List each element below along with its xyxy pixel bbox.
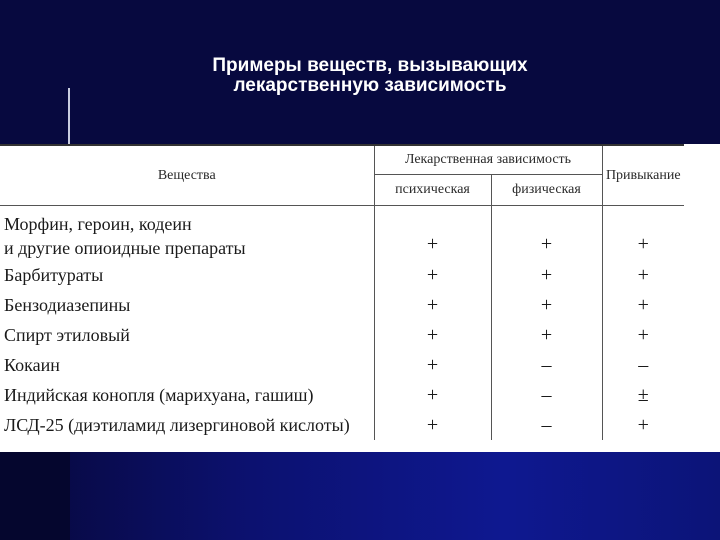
- psychic-mark: +: [374, 290, 491, 320]
- psychic-mark: +: [374, 320, 491, 350]
- table-row: [0, 380, 684, 410]
- header-psychic: психическая: [374, 175, 491, 206]
- substance-name-line-1: Морфин, героин, кодеин: [4, 214, 192, 234]
- habituation-mark: +: [637, 263, 649, 286]
- physical-mark: +: [491, 290, 602, 320]
- drug-dependence-table: [0, 146, 684, 440]
- substance-name: [0, 206, 374, 261]
- table-image: [0, 144, 720, 452]
- header-dependence: Лекарственная зависимость: [374, 146, 602, 175]
- slide-title: [150, 56, 590, 96]
- substance-name: Кокаин: [0, 350, 374, 380]
- table-row: [0, 320, 684, 350]
- header-habituation: Привыкание: [602, 146, 684, 206]
- slide-title-line-1: Примеры веществ, вызывающих: [212, 55, 528, 76]
- header-substances: Вещества: [0, 146, 374, 206]
- psychic-mark: +: [374, 350, 491, 380]
- table-row: [0, 290, 684, 320]
- habituation-mark: –: [638, 353, 649, 376]
- header-row: [0, 146, 684, 175]
- header-physical: физическая: [491, 175, 602, 206]
- physical-mark: +: [491, 206, 602, 261]
- table-row: [0, 350, 684, 380]
- substance-name: Индийская конопля (марихуана, гашиш): [0, 380, 374, 410]
- habituation-mark: +: [637, 413, 649, 436]
- substance-name-line-2: и другие опиоидные препараты: [4, 238, 246, 258]
- psychic-mark: +: [374, 380, 491, 410]
- habituation-mark: +: [637, 233, 649, 255]
- footer-left-strip: [0, 450, 70, 540]
- habituation-mark: ±: [637, 383, 649, 406]
- substance-name: ЛСД-25 (диэтиламид лизергиновой кислоты): [0, 410, 374, 440]
- substance-name: Спирт этиловый: [0, 320, 374, 350]
- physical-mark: –: [491, 410, 602, 440]
- psychic-mark: +: [374, 260, 491, 290]
- table-row: [0, 206, 684, 261]
- physical-mark: +: [491, 260, 602, 290]
- psychic-mark: +: [374, 206, 491, 261]
- physical-mark: +: [491, 320, 602, 350]
- slide-title-line-2: лекарственную зависимость: [233, 75, 507, 96]
- substance-name: Барбитураты: [0, 260, 374, 290]
- footer-gradient: [0, 450, 720, 540]
- physical-mark: –: [491, 350, 602, 380]
- table-row: [0, 260, 684, 290]
- physical-mark: –: [491, 380, 602, 410]
- substance-name: Бензодиазепины: [0, 290, 374, 320]
- habituation-mark: +: [637, 323, 649, 346]
- habituation-mark: +: [637, 293, 649, 316]
- accent-line: [68, 88, 70, 144]
- psychic-mark: +: [374, 410, 491, 440]
- table-row: [0, 410, 684, 440]
